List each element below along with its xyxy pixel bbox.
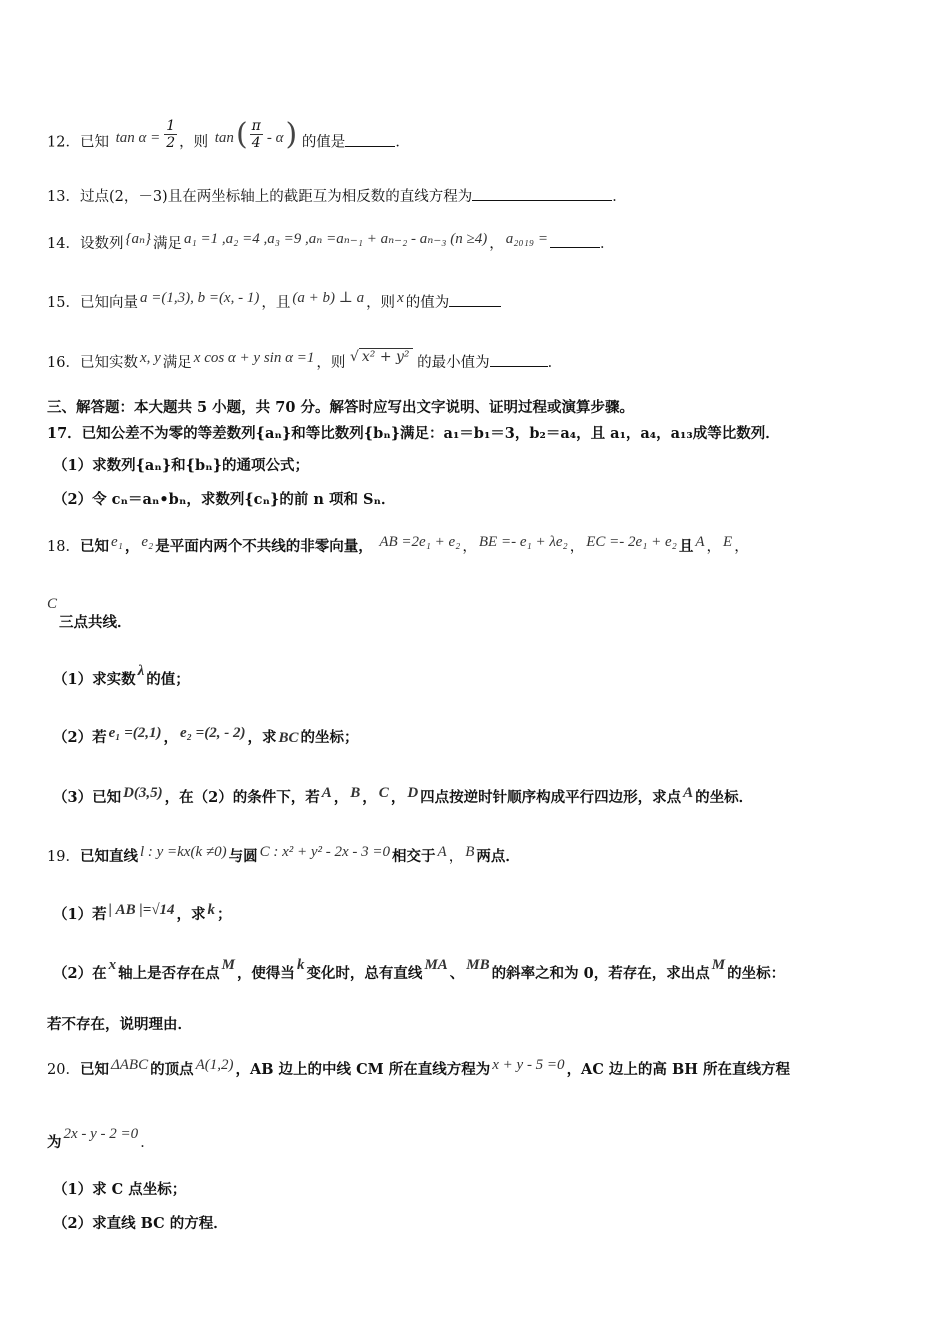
question-20: 20．已知 ΔABC 的顶点 A(1,2) ，AB 边上的中线 CM 所在直线方程为 x + y - 5 =0 ，AC 边上的高 BH 所在直线方程 [47,1057,790,1078]
sqrt-expression: √ x² + y² [350,347,413,367]
question-17: 17．已知公差不为零的等差数列{aₙ}和等比数列{bₙ}满足：a₁＝b₁＝3，b₂＝a₄，且 a₁，a₄，a₁₃成等比数列． [47,425,780,442]
question-20-cont: 为 2x - y - 2 =0． [47,1126,155,1151]
question-15: 15．已知向量 a =(1,3), b =(x, - 1) ，且 (a + b) ⊥ a ，则 x 的值为 [47,292,910,313]
math-recurrence: a₁ =1 ,a₂ =4 ,a₃ =9 ,aₙ =aₙ₋₁ + aₙ₋₂ - aₙ₋₃ (n ≥4) [184,231,488,247]
q19-part-2-cont: 若不存在，说明理由． [47,1016,192,1033]
section-heading: 三、解答题：本大题共 5 小题，共 70 分。解答时应写出文字说明、证明过程或演算步骤。 [47,399,634,416]
q20-part-1: （1）求 C 点坐标； [53,1181,187,1198]
q20-part-2: （2）求直线 BC 的方程． [53,1215,228,1232]
question-18: 18．已知 e₁ ， e₂ 是平面内两个不共线的非零向量， AB =2e₁ + e₂ ， BE =- e₁ + λe₂ ， EC =- 2e₁ + e₂ 且 A ， E ， [47,534,749,555]
answer-blank[interactable] [345,132,395,147]
q17-part-1: （1）求数列{aₙ}和{bₙ}的通项公式； [53,457,309,474]
math-tan-alpha: tan α = [115,129,161,146]
question-18-cont: C三点共线． [47,596,132,631]
q17-part-2: （2）令 cₙ＝aₙ•bₙ，求数列{cₙ}的前 n 项和 Sₙ． [53,491,396,508]
question-16: 16．已知实数 x, y 满足 x cos α + y sin α =1 ，则 √ x² + y² 的最小值为 ． [47,349,563,371]
answer-blank[interactable] [490,352,548,367]
answer-blank[interactable] [472,186,612,201]
question-14: 14．设数列 {aₙ} 满足 a₁ =1 ,a₂ =4 ,a₃ =9 ,aₙ =aₙ₋₁ + aₙ₋₂ - aₙ₋₃ (n ≥4) ， a₂₀₁₉ = ． [47,231,615,252]
question-13: 13．过点(2，－3)且在两坐标轴上的截距互为相反数的直线方程为 ． [47,186,910,207]
answer-blank[interactable] [449,292,501,307]
q18-part-3: （3）已知 D(3,5) ，在（2）的条件下，若 A ， B ， C ， D 四点按逆时针顺序构成平行四边形，求点 A 的坐标． [53,785,754,806]
q19-part-1: （1）若 | AB |=√14 ，求 k ； [53,902,232,923]
q18-part-2: （2）若 e₁ =(2,1) ， e₂ =(2, - 2) ，求 BC 的坐标； [53,725,359,746]
q18-part-1: （1）求实数 λ 的值； [53,663,190,688]
fraction-pi-over-4: $\frac{\pi}{4}$ [251,118,261,151]
fraction-one-half: $\frac{1}{2}$ [166,118,176,151]
question-12: 12．已知 tan α = $\frac{1}{2}$ ，则 tan( $\frac{\pi}{4}$ - α) 的值是 ． [47,116,410,152]
q19-part-2: （2）在 x 轴上是否存在点 M ，使得当 k 变化时，总有直线 MA 、 MB 的斜率之和为 0，若存在，求出点 M 的坐标： [53,957,786,982]
answer-blank[interactable] [550,233,600,248]
question-19: 19．已知直线 l : y =kx(k ≠0) 与圆 C : x² + y² - 2x - 3 =0 相交于 A ， B 两点． [47,844,520,865]
